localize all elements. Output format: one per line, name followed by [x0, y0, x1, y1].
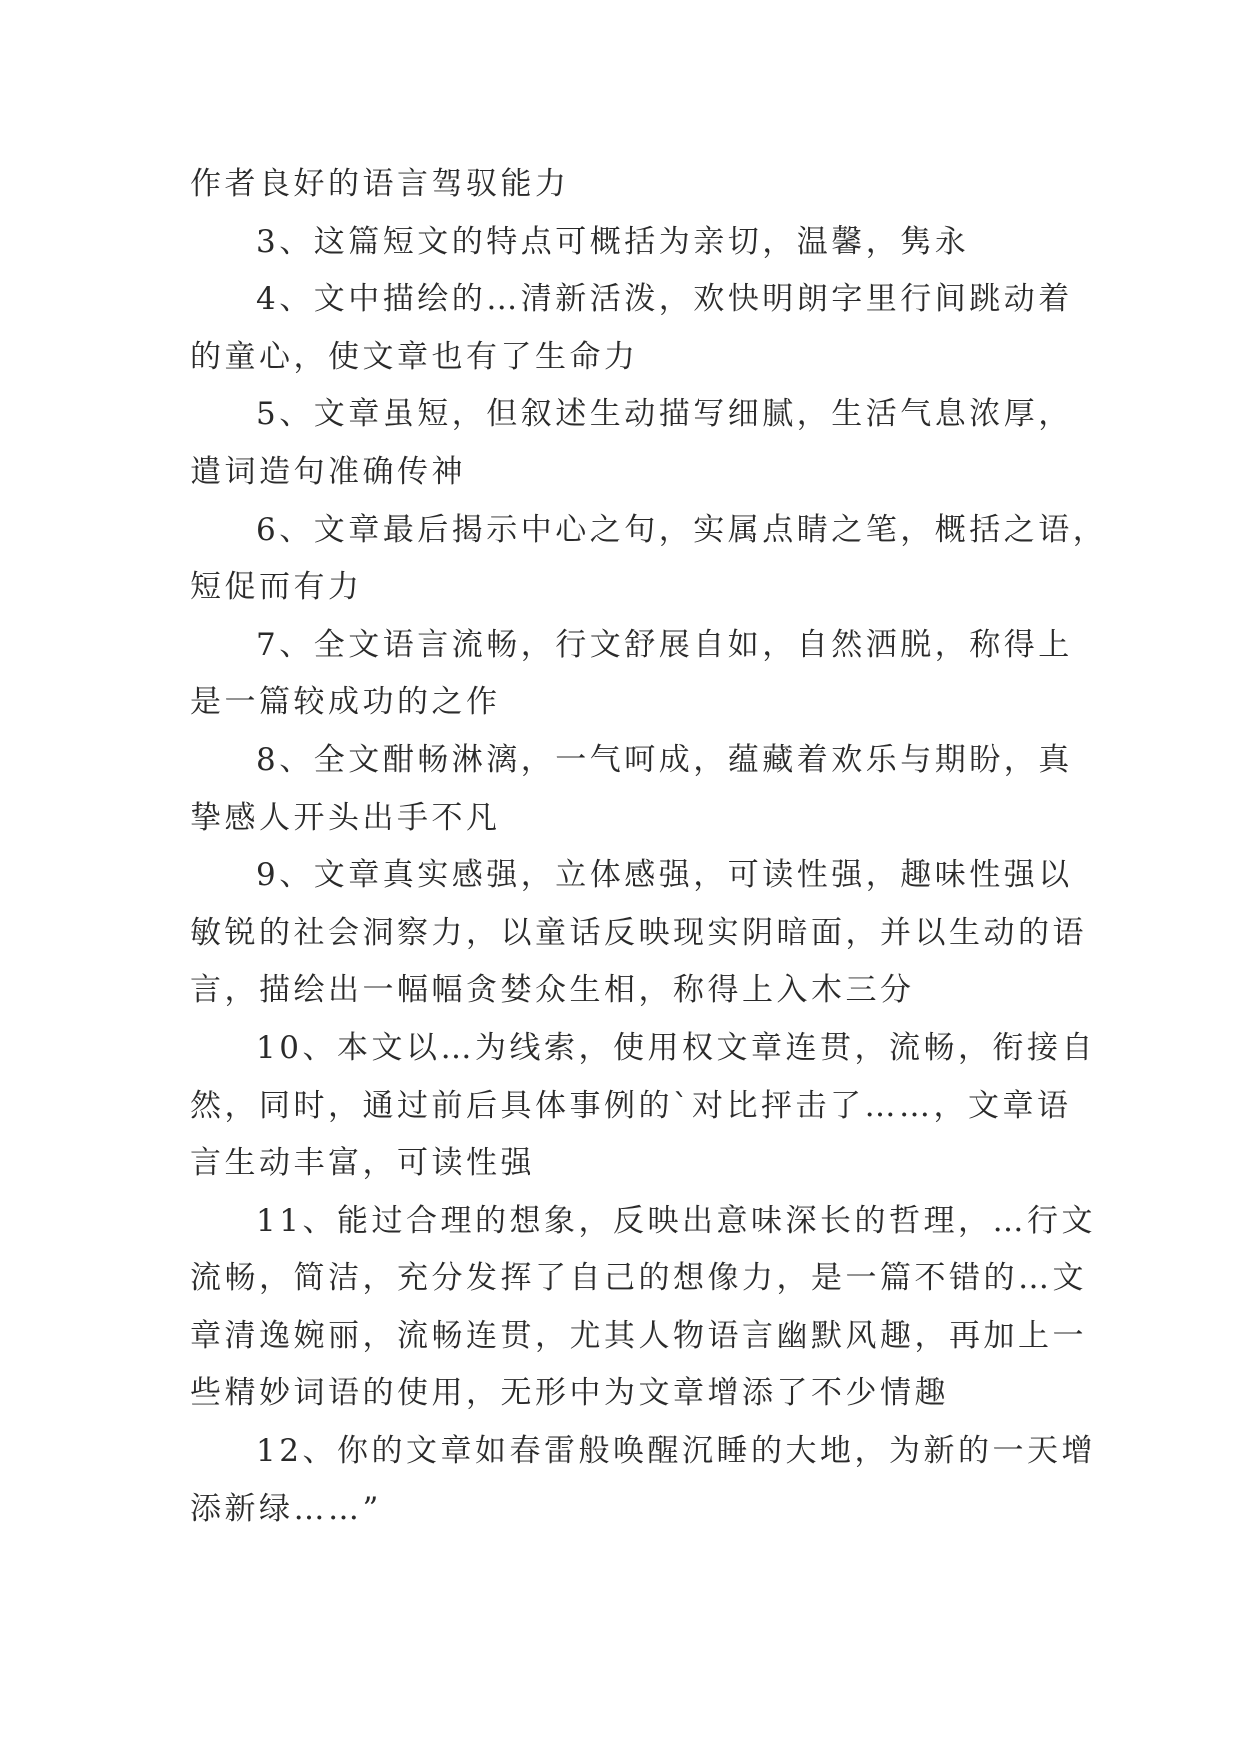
text-line: 12、你的文章如春雷般唤醒沉睡的大地，为新的一天增: [256, 1433, 1096, 1470]
document-body: [190, 156, 1108, 1538]
text-line: 言，描绘出一幅幅贪婪众生相，称得上入木三分: [190, 972, 915, 1009]
text-line: 短促而有力: [190, 569, 363, 606]
text-line: 敏锐的社会洞察力，以童话反映现实阴暗面，并以生动的语: [190, 914, 1087, 951]
text-line: 遣词造句准确传神: [190, 453, 466, 490]
text-line: 是一篇较成功的之作: [190, 684, 501, 721]
text-line: 言生动丰富，可读性强: [190, 1145, 535, 1182]
text-line: 7、全文语言流畅，行文舒展自如，自然洒脱，称得上: [256, 626, 1073, 663]
text-line: 挚感人开头出手不凡: [190, 799, 501, 836]
text-line: 8、全文酣畅淋漓，一气呵成，蕴藏着欢乐与期盼，真: [256, 741, 1073, 778]
text-line: 6、文章最后揭示中心之句，实属点睛之笔，概括之语，: [256, 511, 1108, 548]
text-line: 添新绿……”: [190, 1490, 382, 1527]
text-line: 3、这篇短文的特点可概括为亲切，温馨，隽永: [256, 223, 970, 260]
text-line: 5、文章虽短，但叙述生动描写细腻，生活气息浓厚，: [256, 396, 1073, 433]
text-line: 4、文中描绘的…清新活泼，欢快明朗字里行间跳动着: [256, 281, 1073, 318]
text-line: 些精妙词语的使用，无形中为文章增添了不少情趣: [190, 1375, 949, 1412]
text-line: 然，同时，通过前后具体事例的`对比抨击了……，文章语: [190, 1087, 1072, 1124]
text-line: 章清逸婉丽，流畅连贯，尤其人物语言幽默风趣，再加上一: [190, 1317, 1087, 1354]
text-line: 9、文章真实感强，立体感强，可读性强，趣味性强以: [256, 857, 1073, 894]
text-line: 流畅，简洁，充分发挥了自己的想像力，是一篇不错的…文: [190, 1260, 1087, 1297]
text-line: 作者良好的语言驾驭能力: [190, 166, 570, 202]
text-line: 10、本文以…为线索，使用权文章连贯，流畅，衔接自: [256, 1029, 1096, 1066]
text-line: 11、能过合理的想象，反映出意味深长的哲理，…行文: [256, 1202, 1096, 1239]
text-line: 的童心，使文章也有了生命力: [190, 338, 639, 375]
